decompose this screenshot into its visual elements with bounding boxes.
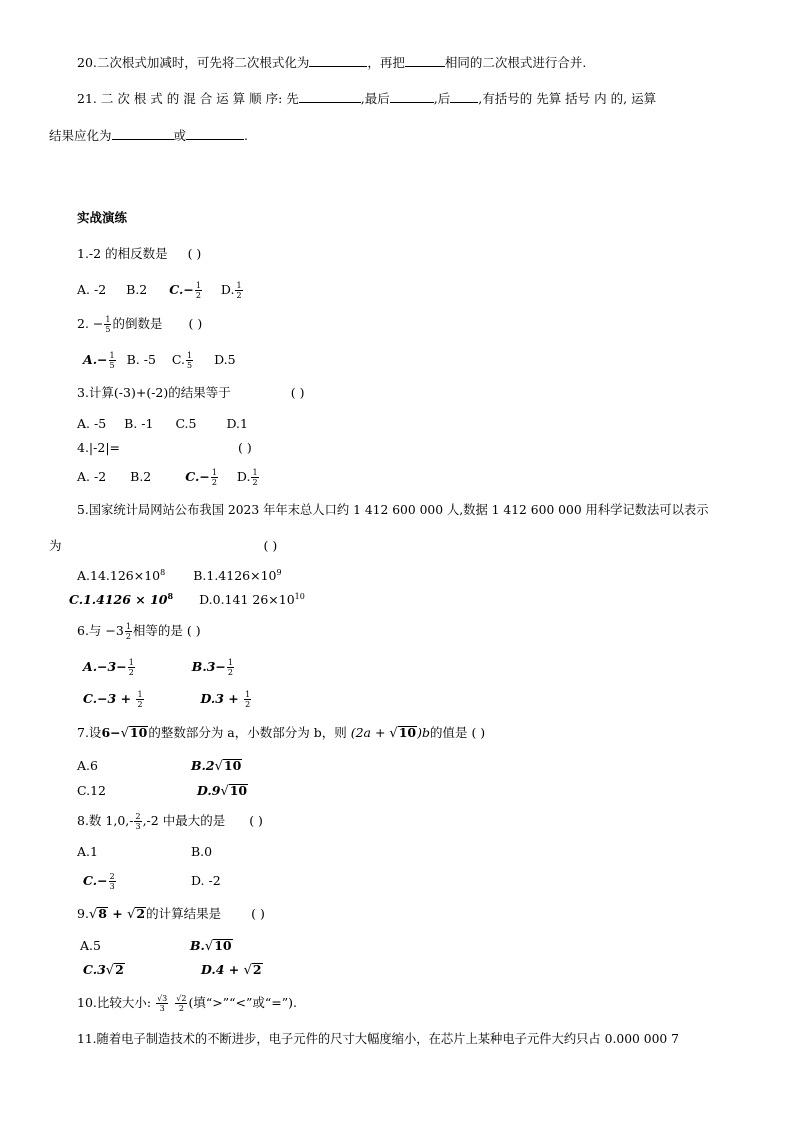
question-8-options-cd [83,872,221,891]
question-20: 20.二次根式加减时，可先将二次根式化为 ，再把 相同的二次根式进行合并. [77,55,587,70]
question-2-options [83,351,236,370]
question-5-options-cd [69,592,305,608]
question-9-options-cd [83,962,263,979]
question-8: 8.数 1,0,- $\frac{2}{3}$ ,-2 中最大的是 ( ) [77,812,263,831]
question-7-options-ab [77,758,242,775]
answer-blank[interactable] [112,127,174,140]
answer-blank[interactable] [186,127,244,140]
question-2: 2. − $\frac{1}{5}$ 的倒数是 ( ) [77,315,203,334]
option-a[interactable]: A.− $\frac{1}{5}$ [83,351,115,370]
option-a[interactable]: A.−3− $\frac{1}{2}$ [83,658,134,677]
answer-blank[interactable] [299,90,361,103]
option-c[interactable]: C.12 [77,783,106,798]
option-a[interactable]: $A.14.126\times 10^8$ [77,567,166,583]
option-c[interactable]: C.− $\frac{2}{3}$ [83,872,115,891]
question-11: 11.随着电子制造技术的不断进步，电子元件的尺寸大幅度缩小，在芯片上某种电子元件大约只占 0.000 000 7 [77,1032,679,1046]
question-4-options [77,468,260,487]
question-9-options-ab [80,938,233,955]
question-7: 7.设6−√10的整数部分为 a，小数部分为 b，则 (2a + √10)b的值是 ( ) [77,725,486,741]
question-1: 1.-2 的相反数是 ( ) [77,246,202,261]
option-d[interactable]: D. $\frac{1}{2}$ [236,468,258,487]
question-8-options-ab [77,844,212,860]
option-c[interactable]: C.− $\frac{1}{2}$ [169,281,201,300]
answer-blank[interactable] [450,90,478,103]
option-b[interactable]: B. -1 [124,416,154,431]
option-c[interactable]: C.3√2 [83,962,124,978]
answer-blank[interactable] [405,54,445,67]
option-a[interactable]: A.6 [77,758,98,773]
section-title: 实战演练 [77,210,128,225]
option-b[interactable]: B.2 [130,469,152,484]
question-6: 6.与 −3 $\frac{1}{2}$ 相等的是 ( ) [77,622,201,641]
question-5-options-ab [77,568,282,584]
option-a[interactable]: A. -2 [77,469,107,484]
question-6-options-ab [83,658,235,677]
answer-blank[interactable] [390,90,434,103]
option-b[interactable]: B.2 [126,282,148,297]
option-c[interactable]: $C.1.4126 \times 10^8$ [69,590,174,607]
option-c[interactable]: C.−3 + $\frac{1}{2}$ [83,690,143,709]
option-c[interactable]: C. $\frac{1}{5}$ [171,351,193,370]
option-b[interactable]: $B.1.4126\times 10^9$ [193,567,282,583]
option-d[interactable]: D.0.141 $26\times 10^{10}$ [199,591,305,607]
option-c[interactable]: C.− $\frac{1}{2}$ [185,468,217,487]
answer-blank[interactable] [309,54,367,67]
question-10: 10.比较大小: $\frac{√3}{3}$ $\frac{√2}{2}$ (填“>”“<”或“=”). [77,994,297,1013]
option-d[interactable]: D.9√10 [196,783,248,799]
option-d[interactable]: D. $\frac{1}{2}$ [220,281,242,300]
question-3-options [77,416,248,432]
question-9: 9.√8 + √2的计算结果是 ( ) [77,906,265,922]
option-c[interactable]: C.5 [175,416,197,431]
option-b[interactable]: B.2√10 [190,758,242,774]
option-a[interactable]: A.1 [77,844,98,859]
question-21: 21. 二 次 根 式 的 混 合 运 算 顺 序: 先 ,最后 ,后 ,有括号的 先算 括号 内 的, 运算 [77,91,657,106]
option-d[interactable]: D.4 + √2 [200,962,262,978]
question-7-options-cd [77,783,248,800]
option-b[interactable]: B.0 [190,844,213,859]
question-4: 4.|-2|= ( ) [77,440,252,455]
question-5-cont: 为 ( ) [49,538,278,553]
question-3: 3.计算(-3)+(-2)的结果等于 ( ) [77,385,305,400]
option-d[interactable]: D.3 + $\frac{1}{2}$ [200,690,251,709]
option-d[interactable]: D.5 [214,352,236,367]
question-1-options [77,281,244,300]
question-6-options-cd [83,690,252,709]
option-a[interactable]: A.5 [80,938,101,953]
question-21-cont: 结果应化为 或 . [49,128,249,143]
option-b[interactable]: B. -5 [126,352,156,367]
option-b[interactable]: B.3− $\frac{1}{2}$ [191,658,233,677]
option-d[interactable]: D.1 [226,416,248,431]
option-a[interactable]: A. -2 [77,282,107,297]
option-b[interactable]: B.√10 [189,938,232,954]
option-a[interactable]: A. -5 [77,416,107,431]
question-5: 5.国家统计局网站公布我国 2023 年年末总人口约 1 412 600 000 人,数据 1 412 600 000 用科学记数法可以表示 [77,503,709,517]
option-d[interactable]: D. -2 [190,873,221,888]
